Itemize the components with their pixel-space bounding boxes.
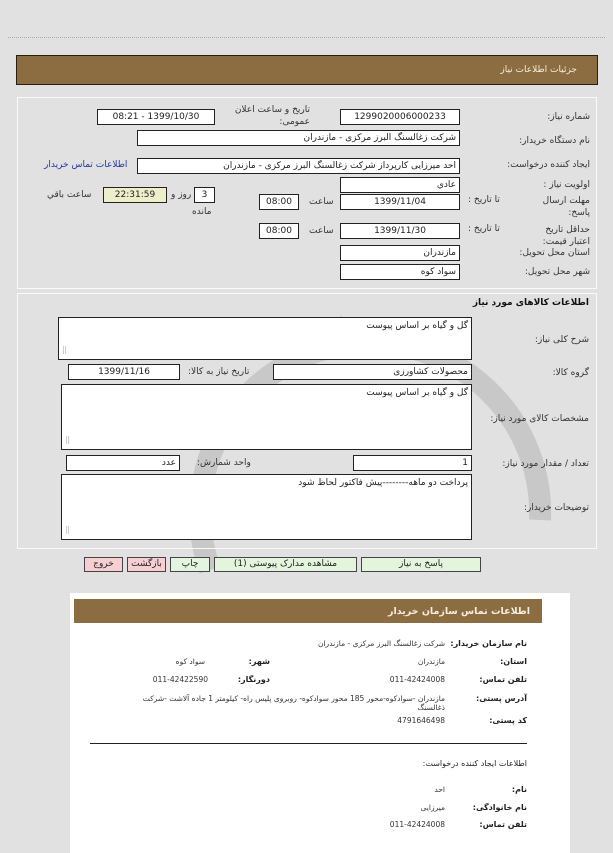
contact-province-value: مازندران (417, 657, 445, 666)
address-value: مازندران -سوادکوه-محور 185 محور سوادکوه- روبروی پلیس راه- کیلومتر 1 جاده آلاشت -شرکت ذغالسنگ (142, 694, 445, 712)
name-label: نام: (511, 785, 527, 794)
family-label: نام خانوادگی: (472, 803, 527, 812)
address-label: آدرس پستی: (476, 694, 527, 703)
family-value: میرزایی (420, 803, 445, 812)
name-value: احد (434, 785, 445, 794)
validity-to-date-label: تا تاریخ : (468, 224, 500, 234)
province-label: استان محل تحویل: (519, 248, 590, 258)
city-label: شهر محل تحویل: (524, 267, 590, 277)
unit-label: واحد شمارش: (197, 458, 251, 468)
creator-phone-value: 011-42424008 (389, 820, 445, 829)
buyer-label: نام دستگاه خریدار: (519, 136, 590, 146)
validity-label: حداقل تاریخ اعتبار قیمت: (542, 225, 590, 247)
creator-field: احد میرزایی کارپرداز شرکت زغالسنگ البرز مرکزی - مازندران (137, 158, 460, 174)
phone-value: 011-42424008 (389, 675, 445, 684)
reply-button[interactable]: پاسخ به نیاز (361, 557, 481, 572)
validity-time-label: ساعت (309, 226, 334, 236)
spec-textarea[interactable] (61, 384, 472, 450)
deadline-to-date-label: تا تاریخ : (468, 195, 500, 205)
need-date-label: تاریخ نیاز به کالا: (188, 367, 250, 377)
fax-value: 011-42422590 (152, 675, 208, 684)
contact-title: اطلاعات تماس سازمان خریدار (387, 605, 530, 617)
desc-label: شرح کلی نیاز: (534, 335, 589, 345)
attachments-button[interactable]: مشاهده مدارک پیوستی (1) (214, 557, 357, 572)
validity-date-field: 1399/11/30 (340, 223, 460, 239)
print-button[interactable]: چاپ (170, 557, 210, 572)
need-date-field: 1399/11/16 (68, 364, 180, 380)
priority-label: اولویت نیاز : (543, 180, 590, 190)
announce-field: 1399/10/30 - 08:21 (97, 109, 215, 125)
deadline-date-field: 1399/11/04 (340, 194, 460, 210)
group-label: گروه کالا: (552, 368, 589, 378)
divider (8, 37, 605, 38)
city-field: سواد کوه (340, 264, 460, 280)
group-field: محصولات کشاورزی (273, 364, 472, 380)
creator-label: ایجاد کننده درخواست: (507, 160, 590, 170)
contact-divider (90, 743, 527, 744)
postal-label: کد پستی: (489, 716, 527, 725)
spec-label: مشخصات کالای مورد نیاز: (490, 414, 589, 424)
qty-field: 1 (353, 455, 472, 471)
notes-textarea[interactable] (61, 474, 472, 540)
spec-text: گل و گیاه بر اساس پیوست (366, 388, 468, 398)
remaining-time-field: 22:31:59 (103, 187, 167, 203)
contact-city-value: سواد کوه (175, 657, 205, 666)
qty-label: تعداد / مقدار مورد نیاز: (502, 459, 589, 469)
resize-grip-icon[interactable]: ⣿ (62, 346, 68, 354)
remaining-label-2: مانده (192, 207, 212, 217)
creator-info-title: اطلاعات ایجاد کننده درخواست: (422, 759, 527, 768)
remaining-label: ساعت باقي (47, 190, 92, 200)
goods-section-title: اطلاعات کالاهای مورد نیاز (472, 298, 589, 308)
days-label: روز و (171, 190, 192, 200)
org-label: نام سازمان خریدار: (450, 639, 527, 648)
need-number-field: 1299020006000233 (340, 109, 460, 125)
phone-label: تلفن تماس: (479, 675, 527, 684)
unit-field: عدد (66, 455, 180, 471)
validity-time-field: 08:00 (259, 223, 299, 239)
postal-value: 4791646498 (397, 716, 445, 725)
page-title: جزئیات اطلاعات نیاز (500, 65, 577, 75)
contact-province-label: استان: (500, 657, 527, 666)
announce-label: تاریخ و ساعت اعلان عمومی: (234, 105, 310, 127)
buyer-field: شرکت زغالسنگ البرز مرکزی - مازندران (137, 130, 460, 146)
back-button[interactable]: بازگشت (127, 557, 166, 572)
priority-field: عادي (340, 177, 460, 193)
need-number-label: شماره نیاز: (547, 112, 590, 122)
deadline-time-field: 08:00 (259, 194, 299, 210)
resize-grip-icon[interactable]: ⣿ (65, 436, 71, 444)
days-remaining-field: 3 (194, 187, 215, 203)
buyer-contact-link[interactable]: اطلاعات تماس خریدار (44, 160, 128, 170)
notes-text: پرداخت دو ماهه--------پیش فاکتور لحاظ شود (298, 478, 468, 488)
contact-header (74, 599, 542, 623)
desc-text: گل و گیاه بر اساس پیوست (366, 321, 468, 331)
province-field: مازندران (340, 245, 460, 261)
exit-button[interactable]: خروج (84, 557, 123, 572)
notes-label: توضیحات خریدار: (523, 503, 589, 513)
deadline-time-label: ساعت (309, 197, 334, 207)
contact-city-label: شهر: (248, 657, 270, 666)
page-header (16, 55, 598, 85)
deadline-label: مهلت ارسال پاسخ: (542, 196, 590, 218)
desc-textarea[interactable] (58, 317, 472, 360)
org-value: شرکت زغالسنگ البرز مرکزی - مازندران (317, 639, 445, 648)
resize-grip-icon[interactable]: ⣿ (65, 526, 71, 534)
fax-label: دورنگار: (237, 675, 270, 684)
creator-phone-label: تلفن تماس: (479, 820, 527, 829)
